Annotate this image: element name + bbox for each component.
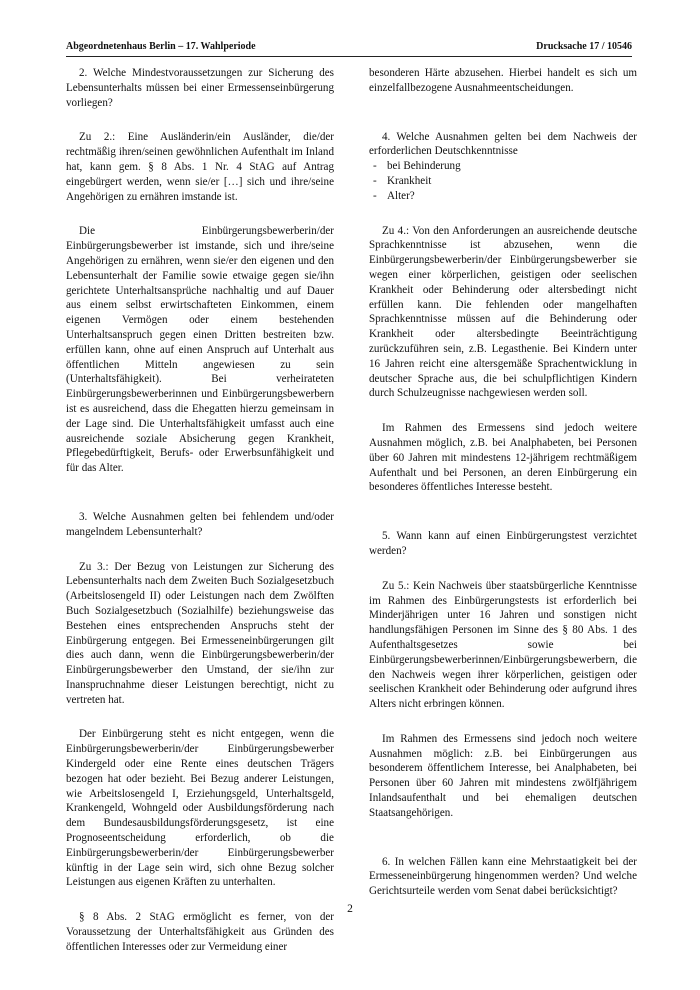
list-item: - Alter? bbox=[369, 189, 637, 204]
question-4: 4. Welche Ausnahmen gelten bei dem Nachweis der erforderlichen Deutschkenntnisse bbox=[369, 130, 637, 158]
header-rule bbox=[66, 56, 632, 57]
answer-2: Zu 2.: Eine Ausländerin/ein Ausländer, die/der rechtmäßig ihren/seinen gewöhnlichen Aufenthalt im Inland hat, kann gem. § 8 Abs. 1 Nr. 4 StAG auf Antrag eingebürgert werden, wenn sie/er […] sich und ihre/seine Angehörigen zu ernähren imstande ist. bbox=[66, 131, 334, 203]
list-item: - Krankheit bbox=[369, 174, 637, 189]
right-column bbox=[369, 66, 637, 899]
answer-3: Zu 3.: Der Bezug von Leistungen zur Sicherung des Lebensunterhalts nach dem Zweiten Buch Sozialgesetzbuch (Arbeitslosengeld II) oder Leistungen nach dem Zwölften Buch Sozialgesetzbuch (Sozialhilfe) beziehungsweise das Bestehen eines entsprechenden Anspruchs steht der Einbürgerung entgegen. Bei Ermesseneinbürgerungen gilt dies auch dann, wenn die Einbürgerungsbewerberin/der Einbürgerungsbewerber den Umstand, der sie/ihn zur Inanspruchnahme dieser Leistungen berechtigt, nicht zu vertreten hat. bbox=[66, 560, 334, 706]
answer-4-paragraph-2: Im Rahmen des Ermessens sind jedoch weitere Ausnahmen möglich, z.B. bei Analphabeten, bei Personen über 60 Jahren mit mindestens 12-jährigem rechtmäßigem Aufenthalt und bei Personen, an deren Einbürgerung ein besonderes öffentliches Interesse besteht. bbox=[369, 422, 637, 494]
left-column bbox=[66, 66, 334, 955]
answer-3-paragraph-2: Der Einbürgerung steht es nicht entgegen, wenn die Einbürgerungsbewerberin/der Einbürgerungsbewerber Kindergeld oder eine Rente eines deutschen Trägers bezogen hat oder bezieht. Bei Bezug anderer Leistungen, wie Arbeitslosengeld I, Erziehungsgeld, Unterhaltsgeld, Krankengeld, Wohngeld oder Ausbildungsförderung nach dem Bundesausbildungsförderungsgesetz, ist eine Prognoseentscheidung erforderlich, ob die Einbürgerungsbewerberin/der Einbürgerungsbewerber künftig in der Lage sein wird, sich ohne Bezug solcher Leistungen aus eigenen Kräften zu unterhalten. bbox=[66, 728, 334, 889]
answer-3-paragraph-3: § 8 Abs. 2 StAG ermöglicht es ferner, von der Voraussetzung der Unterhaltsfähigkeit aus Gründen des öffentlichen Interesses oder zur Vermeidung einer bbox=[66, 911, 334, 953]
page-header bbox=[66, 37, 632, 53]
page-number: 2 bbox=[347, 903, 353, 915]
question-6: 6. In welchen Fällen kann eine Mehrstaatigkeit bei der Ermesseneinbürgerung hingenommen werden? Und welche Gerichtsurteile werden vom Senat dabei berücksichtigt? bbox=[369, 855, 637, 898]
question-5: 5. Wann kann auf einen Einbürgerungstest verzichtet werden? bbox=[369, 530, 637, 557]
header-document-number: Drucksache 17 / 10546 bbox=[536, 41, 632, 52]
answer-2-paragraph-2: Die Einbürgerungsbewerberin/der Einbürgerungsbewerber ist imstande, sich und ihre/seine Angehörigen zu ernähren, wenn sie/er den eigenen und den Lebensunterhalt der Familie sowie etwaige gegen sie/ihn gerichtete Unterhaltsansprüche nachhaltig und auf Dauer aus einem selbst erwirtschafteten Einkommen, einem eigenen Vermögen oder einem bestehenden Unterhaltsanspruch gegen einen Dritten bestreiten bzw. erfüllen kann, ohne auf einen Anspruch auf Unterhalt aus öffentlichen Mitteln angewiesen zu sein (Unterhaltsfähigkeit). Bei verheirateten Einbürgerungsbewerberinnen und Einbürgerungsbewerbern ist es ausreichend, dass die Ehegatten hierzu gemeinsam in der Lage sind. Die Unterhaltsfähigkeit umfasst auch eine ausreichende soziale Absicherung gegen Krankheit, Pflegebedürftigkeit, Berufs- oder Erwerbsunfähigkeit und für das Alter. bbox=[66, 225, 334, 475]
answer-5-paragraph-2: Im Rahmen des Ermessens sind jedoch noch weitere Ausnahmen möglich: z.B. bei Einbürgerungen aus besonderem öffentlichem Interesse, bei Analphabeten, bei Personen über 60 Jahren mit mindestens zwölfjährigem Inlandsaufenthalt und bei ehemaligen deutschen Staatsangehörigen. bbox=[369, 732, 637, 819]
question-2: 2. Welche Mindestvoraussetzungen zur Sicherung des Lebensunterhalts müssen bei einer Ermessenseinbürgerung vorliegen? bbox=[66, 67, 334, 109]
question-3: 3. Welche Ausnahmen gelten bei fehlendem und/oder mangelndem Lebensunterhalt? bbox=[66, 510, 334, 538]
list-item: - bei Behinderung bbox=[369, 159, 637, 174]
answer-5: Zu 5.: Kein Nachweis über staatsbürgerliche Kenntnisse im Rahmen des Einbürgerungstests ist erforderlich bei Minderjährigen unter 16 Jahren und sonstigen nicht handlungsfähigen Personen im Sinne des § 80 Abs. 1 des Aufenthaltsgesetzes sowie bei Einbürgerungsbewerberinnen/Einbürgerungsbewerbern, die den Nachweis wegen ihrer körperlichen, geistigen oder seelischen Krankheit oder Behinderung oder aufgrund ihres Alters nicht erbringen können. bbox=[369, 579, 637, 711]
header-publisher: Abgeordnetenhaus Berlin – 17. Wahlperiode bbox=[66, 41, 256, 52]
question-4-list bbox=[369, 159, 637, 203]
answer-4: Zu 4.: Von den Anforderungen an ausreichende deutsche Sprachkenntnisse ist abzusehen, wenn die Einbürgerungsbewerberin/der Einbürgerungsbewerber sie wegen einer körperlichen, geistigen oder seelischen Krankheit oder Behinderung oder altersbedingt nicht erfüllen kann. Die fehlenden oder mangelhaften Sprachkenntnisse müssen auf die Behinderung oder Krankheit oder altersbedingte Beeinträchtigung zurückzuführen sein, z.B. Legasthenie. Bei Kindern unter 16 Jahren reicht eine altersgemäße Sprachentwicklung in deutscher Sprache aus, die bei schulpflichtigen Kindern durch Schulzeugnisse nachgewiesen werden soll. bbox=[369, 224, 637, 400]
answer-3-continuation: besonderen Härte abzusehen. Hierbei handelt es sich um einzelfallbezogene Ausnahmeentscheidungen. bbox=[369, 67, 637, 94]
